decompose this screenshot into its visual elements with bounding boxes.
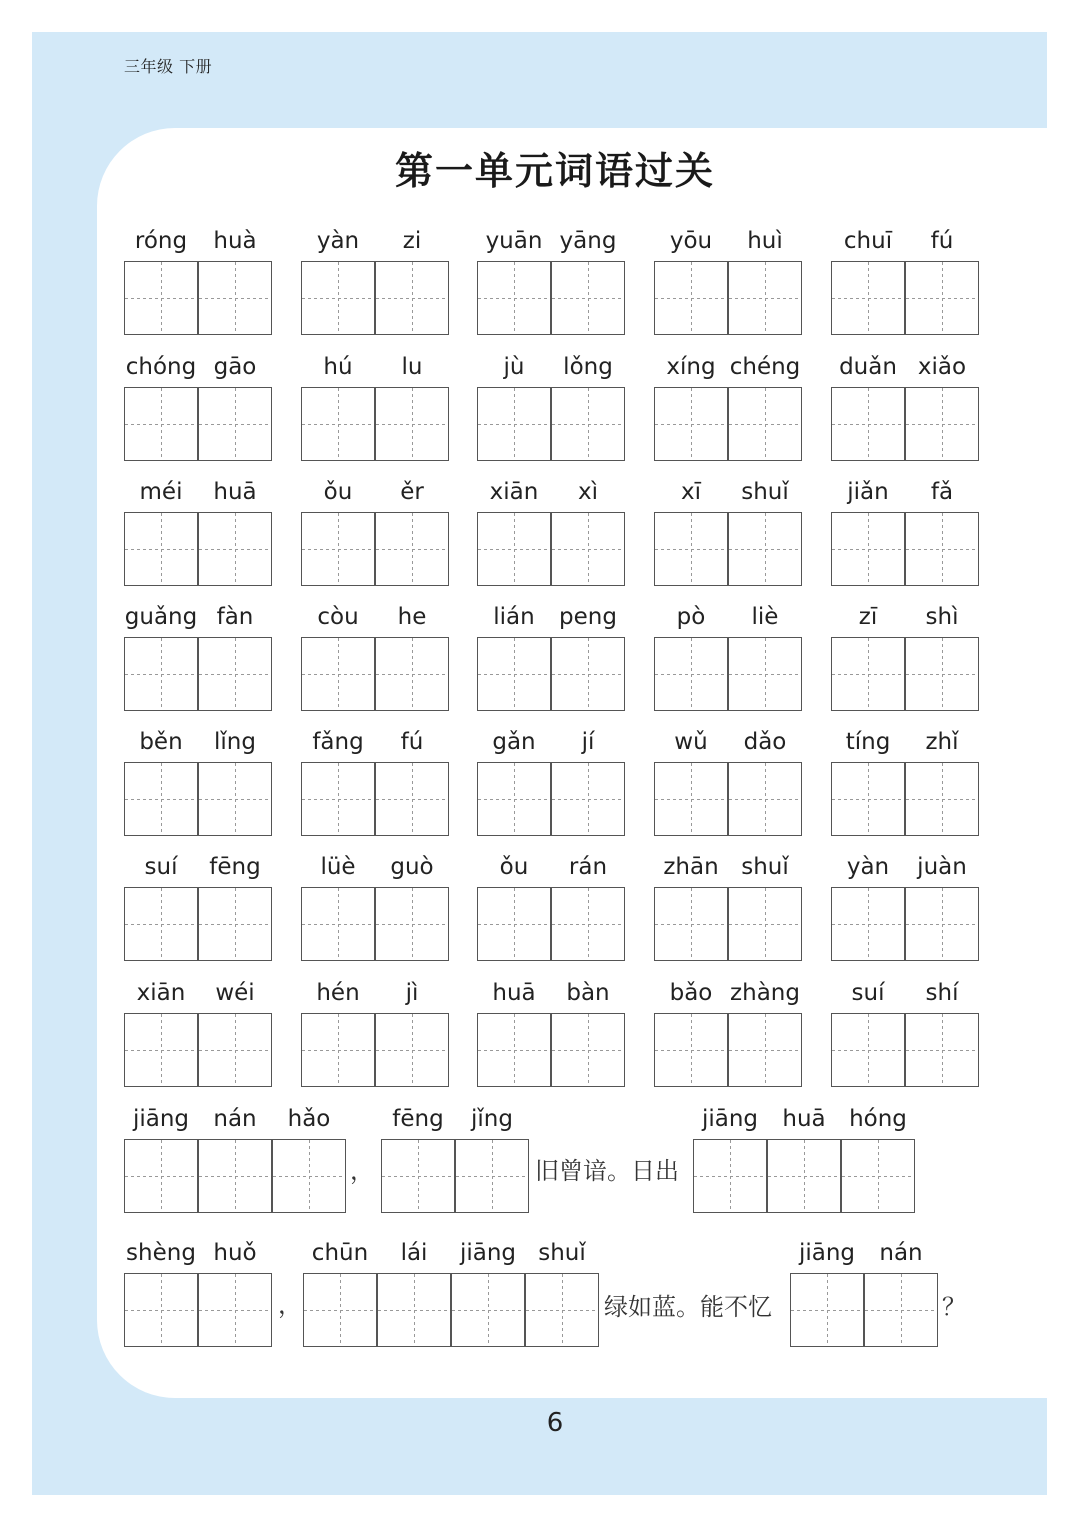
pinyin-label: chéng <box>729 354 801 380</box>
writing-box[interactable] <box>525 1273 599 1347</box>
pinyin-label: jù <box>503 354 525 380</box>
pinyin-label: fǎ <box>930 479 954 505</box>
writing-box[interactable] <box>551 512 625 586</box>
pinyin-label: huà <box>213 228 257 254</box>
pinyin-label: suí <box>144 854 178 880</box>
writing-box[interactable] <box>551 1013 625 1087</box>
writing-box[interactable] <box>451 1273 525 1347</box>
writing-box[interactable] <box>477 637 551 711</box>
writing-box[interactable] <box>198 512 272 586</box>
pinyin-label: chuī <box>843 228 893 254</box>
writing-box[interactable] <box>728 261 802 335</box>
pinyin-label: zī <box>858 604 878 630</box>
punctuation-comma: ， <box>278 1291 302 1319</box>
writing-box[interactable] <box>198 387 272 461</box>
pinyin-label: bǎo <box>669 980 713 1006</box>
writing-box[interactable] <box>124 637 198 711</box>
pinyin-label: huā <box>213 479 257 505</box>
writing-box[interactable] <box>124 387 198 461</box>
pinyin-label: hǎo <box>287 1106 331 1132</box>
writing-box[interactable] <box>455 1139 529 1213</box>
pinyin-label: wéi <box>215 980 255 1006</box>
pinyin-label: juàn <box>917 854 967 880</box>
writing-box[interactable] <box>905 1013 979 1087</box>
writing-box[interactable] <box>551 887 625 961</box>
pinyin-label: xì <box>577 479 599 505</box>
pinyin-label: jì <box>405 980 419 1006</box>
punctuation-question: ？ <box>942 1293 966 1321</box>
writing-box[interactable] <box>551 762 625 836</box>
writing-box[interactable] <box>693 1139 767 1213</box>
writing-box[interactable] <box>124 762 198 836</box>
writing-box[interactable] <box>124 1013 198 1087</box>
pinyin-label: lüè <box>320 854 356 880</box>
pinyin-label: fēng <box>392 1106 444 1132</box>
pinyin-label: fàn <box>216 604 254 630</box>
pinyin-label: lu <box>401 354 423 380</box>
writing-box[interactable] <box>831 512 905 586</box>
writing-box[interactable] <box>728 1013 802 1087</box>
pinyin-label: yuān <box>485 228 543 254</box>
pinyin-label: shuǐ <box>741 854 789 880</box>
pinyin-label: hóng <box>849 1106 907 1132</box>
pinyin-label: lǒng <box>563 354 613 380</box>
poem-text: 旧曾谙。日出 <box>535 1157 679 1185</box>
pinyin-label: gǎn <box>492 729 536 755</box>
writing-box[interactable] <box>728 887 802 961</box>
pinyin-label: lái <box>400 1240 428 1266</box>
writing-box[interactable] <box>198 1013 272 1087</box>
writing-box[interactable] <box>728 387 802 461</box>
writing-box[interactable] <box>831 1013 905 1087</box>
pinyin-label: xiǎo <box>917 354 967 380</box>
writing-box[interactable] <box>654 261 728 335</box>
writing-box[interactable] <box>375 637 449 711</box>
writing-box[interactable] <box>124 512 198 586</box>
pinyin-label: fēng <box>209 854 261 880</box>
writing-box[interactable] <box>831 887 905 961</box>
writing-box[interactable] <box>375 1013 449 1087</box>
pinyin-label: shì <box>925 604 959 630</box>
pinyin-label: rán <box>568 854 608 880</box>
pinyin-label: ěr <box>400 479 424 505</box>
pinyin-label: fǎng <box>312 729 364 755</box>
writing-box[interactable] <box>198 887 272 961</box>
pinyin-label: jiāng <box>798 1240 856 1266</box>
writing-box[interactable] <box>728 512 802 586</box>
writing-box[interactable] <box>905 637 979 711</box>
writing-box[interactable] <box>272 1139 346 1213</box>
writing-box[interactable] <box>301 637 375 711</box>
writing-box[interactable] <box>905 387 979 461</box>
writing-box[interactable] <box>301 387 375 461</box>
pinyin-label: yōu <box>669 228 713 254</box>
pinyin-label: xī <box>680 479 702 505</box>
pinyin-label: suí <box>851 980 885 1006</box>
pinyin-label: róng <box>134 228 188 254</box>
pinyin-label: còu <box>317 604 359 630</box>
writing-box[interactable] <box>375 512 449 586</box>
pinyin-label: jiǎn <box>847 479 889 505</box>
pinyin-label: duǎn <box>839 354 897 380</box>
pinyin-label: zhǐ <box>925 729 959 755</box>
pinyin-label: shí <box>925 980 959 1006</box>
writing-box[interactable] <box>477 261 551 335</box>
writing-box[interactable] <box>551 387 625 461</box>
poem-text: 绿如蓝。能不忆 <box>604 1293 772 1321</box>
writing-box[interactable] <box>375 762 449 836</box>
writing-box[interactable] <box>831 762 905 836</box>
pinyin-label: pò <box>676 604 706 630</box>
page-title: 第一单元词语过关 <box>394 148 715 193</box>
writing-box[interactable] <box>477 762 551 836</box>
pinyin-label: guò <box>390 854 434 880</box>
pinyin-label: ǒu <box>499 854 529 880</box>
writing-box[interactable] <box>198 762 272 836</box>
pinyin-label: huā <box>492 980 536 1006</box>
writing-box[interactable] <box>124 1273 198 1347</box>
pinyin-label: huā <box>782 1106 826 1132</box>
pinyin-label: ǒu <box>323 479 353 505</box>
pinyin-label: zi <box>402 228 422 254</box>
writing-box[interactable] <box>375 887 449 961</box>
writing-box[interactable] <box>198 1273 272 1347</box>
pinyin-label: zhàng <box>730 980 800 1006</box>
writing-box[interactable] <box>375 261 449 335</box>
pinyin-label: he <box>397 604 427 630</box>
pinyin-label: fú <box>930 228 954 254</box>
pinyin-label: huì <box>747 228 783 254</box>
writing-box[interactable] <box>654 387 728 461</box>
page-number: 6 <box>546 1408 564 1438</box>
writing-box[interactable] <box>728 637 802 711</box>
pinyin-label: wǔ <box>674 729 708 755</box>
writing-box[interactable] <box>831 261 905 335</box>
writing-box[interactable] <box>831 637 905 711</box>
writing-box[interactable] <box>198 637 272 711</box>
pinyin-label: jiāng <box>132 1106 190 1132</box>
pinyin-label: hén <box>316 980 360 1006</box>
pinyin-label: hú <box>323 354 353 380</box>
writing-box[interactable] <box>303 1273 377 1347</box>
writing-box[interactable] <box>381 1139 455 1213</box>
writing-box[interactable] <box>905 887 979 961</box>
writing-box[interactable] <box>551 261 625 335</box>
pinyin-label: jǐng <box>471 1106 513 1132</box>
grade-label: 三年级 下册 <box>124 57 213 76</box>
pinyin-label: liè <box>751 604 779 630</box>
pinyin-label: jí <box>581 729 595 755</box>
pinyin-label: lián <box>493 604 535 630</box>
pinyin-label: bàn <box>566 980 610 1006</box>
writing-box[interactable] <box>864 1273 938 1347</box>
writing-box[interactable] <box>301 512 375 586</box>
writing-box[interactable] <box>477 512 551 586</box>
pinyin-label: jiāng <box>701 1106 759 1132</box>
writing-box[interactable] <box>728 762 802 836</box>
writing-box[interactable] <box>477 387 551 461</box>
writing-box[interactable] <box>375 387 449 461</box>
writing-box[interactable] <box>654 512 728 586</box>
pinyin-label: zhān <box>663 854 719 880</box>
writing-box[interactable] <box>905 512 979 586</box>
pinyin-label: yàn <box>846 854 890 880</box>
pinyin-label: dǎo <box>743 729 787 755</box>
pinyin-label: xíng <box>666 354 716 380</box>
pinyin-label: shèng <box>126 1240 196 1266</box>
pinyin-label: jiāng <box>459 1240 517 1266</box>
pinyin-label: fú <box>400 729 424 755</box>
pinyin-label: chūn <box>311 1240 369 1266</box>
writing-box[interactable] <box>654 637 728 711</box>
writing-box[interactable] <box>905 762 979 836</box>
writing-box[interactable] <box>124 887 198 961</box>
writing-box[interactable] <box>477 887 551 961</box>
pinyin-label: méi <box>139 479 183 505</box>
writing-box[interactable] <box>377 1273 451 1347</box>
pinyin-label: guǎng <box>124 604 198 630</box>
pinyin-label: běn <box>139 729 183 755</box>
writing-box[interactable] <box>124 261 198 335</box>
pinyin-label: peng <box>559 604 617 630</box>
writing-box[interactable] <box>301 887 375 961</box>
writing-box[interactable] <box>301 261 375 335</box>
writing-box[interactable] <box>551 637 625 711</box>
pinyin-label: xiān <box>489 479 539 505</box>
writing-box[interactable] <box>767 1139 841 1213</box>
writing-box[interactable] <box>905 261 979 335</box>
writing-box[interactable] <box>477 1013 551 1087</box>
writing-box[interactable] <box>124 1139 198 1213</box>
writing-box[interactable] <box>301 762 375 836</box>
pinyin-label: gāo <box>213 354 257 380</box>
pinyin-label: shuǐ <box>741 479 789 505</box>
pinyin-label: huǒ <box>213 1240 257 1266</box>
writing-box[interactable] <box>654 887 728 961</box>
pinyin-label: lǐng <box>214 729 256 755</box>
pinyin-label: nán <box>213 1106 257 1132</box>
writing-box[interactable] <box>654 1013 728 1087</box>
writing-box[interactable] <box>198 1139 272 1213</box>
pinyin-label: yàn <box>316 228 360 254</box>
pinyin-label: xiān <box>136 980 186 1006</box>
pinyin-label: chóng <box>125 354 197 380</box>
writing-box[interactable] <box>831 387 905 461</box>
writing-box[interactable] <box>301 1013 375 1087</box>
pinyin-label: yāng <box>559 228 617 254</box>
writing-box[interactable] <box>841 1139 915 1213</box>
punctuation-comma: ， <box>350 1157 374 1185</box>
pinyin-label: tíng <box>845 729 891 755</box>
writing-box[interactable] <box>790 1273 864 1347</box>
writing-box[interactable] <box>654 762 728 836</box>
writing-box[interactable] <box>198 261 272 335</box>
pinyin-label: nán <box>879 1240 923 1266</box>
pinyin-label: shuǐ <box>538 1240 586 1266</box>
